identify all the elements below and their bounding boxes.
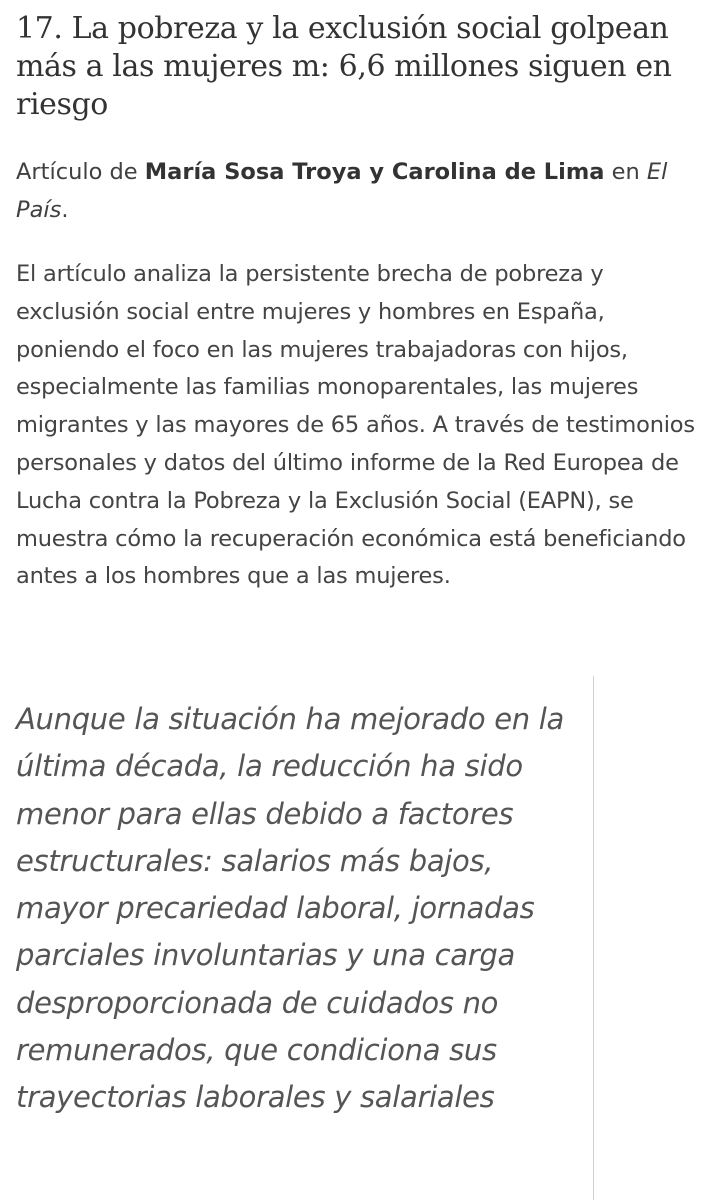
byline-authors: María Sosa Troya y Carolina de Lima — [144, 159, 605, 185]
byline-suffix: . — [61, 197, 69, 223]
article-byline — [16, 153, 696, 229]
byline-publication: El País — [16, 159, 668, 223]
byline-prefix: Artículo de — [16, 159, 145, 185]
quote-divider — [593, 676, 594, 1200]
byline-connector: en — [604, 159, 647, 185]
article-title: 17. La pobreza y la exclusión social golpean más a las mujeres m: 6,6 millones siguen en riesgo — [16, 11, 672, 122]
article-summary: El artículo analiza la persistente brecha de pobreza y exclusión social entre mujeres y hombres en España, poniendo el foco en las mujeres trabajadoras con hijos, especialmente las familias monoparentales, las mujeres migrantes y las mayores de 65 años. A través de testimonios personales y datos del último informe de la Red Europea de Lucha contra la Pobreza y la Exclusión Social (EAPN), se muestra cómo la recuperación económica está beneficiando antes a los hombres que a las mujeres. — [16, 261, 695, 590]
pull-quote: Aunque la situación ha mejorado en la última década, la reducción ha sido menor para ellas debido a factores estructurales: salarios más bajos, mayor precariedad laboral, jornadas parciales involuntarias y una carga desproporcionada de cuidados no remunerados, que condiciona sus trayectorias laborales y salariales — [16, 702, 565, 1115]
